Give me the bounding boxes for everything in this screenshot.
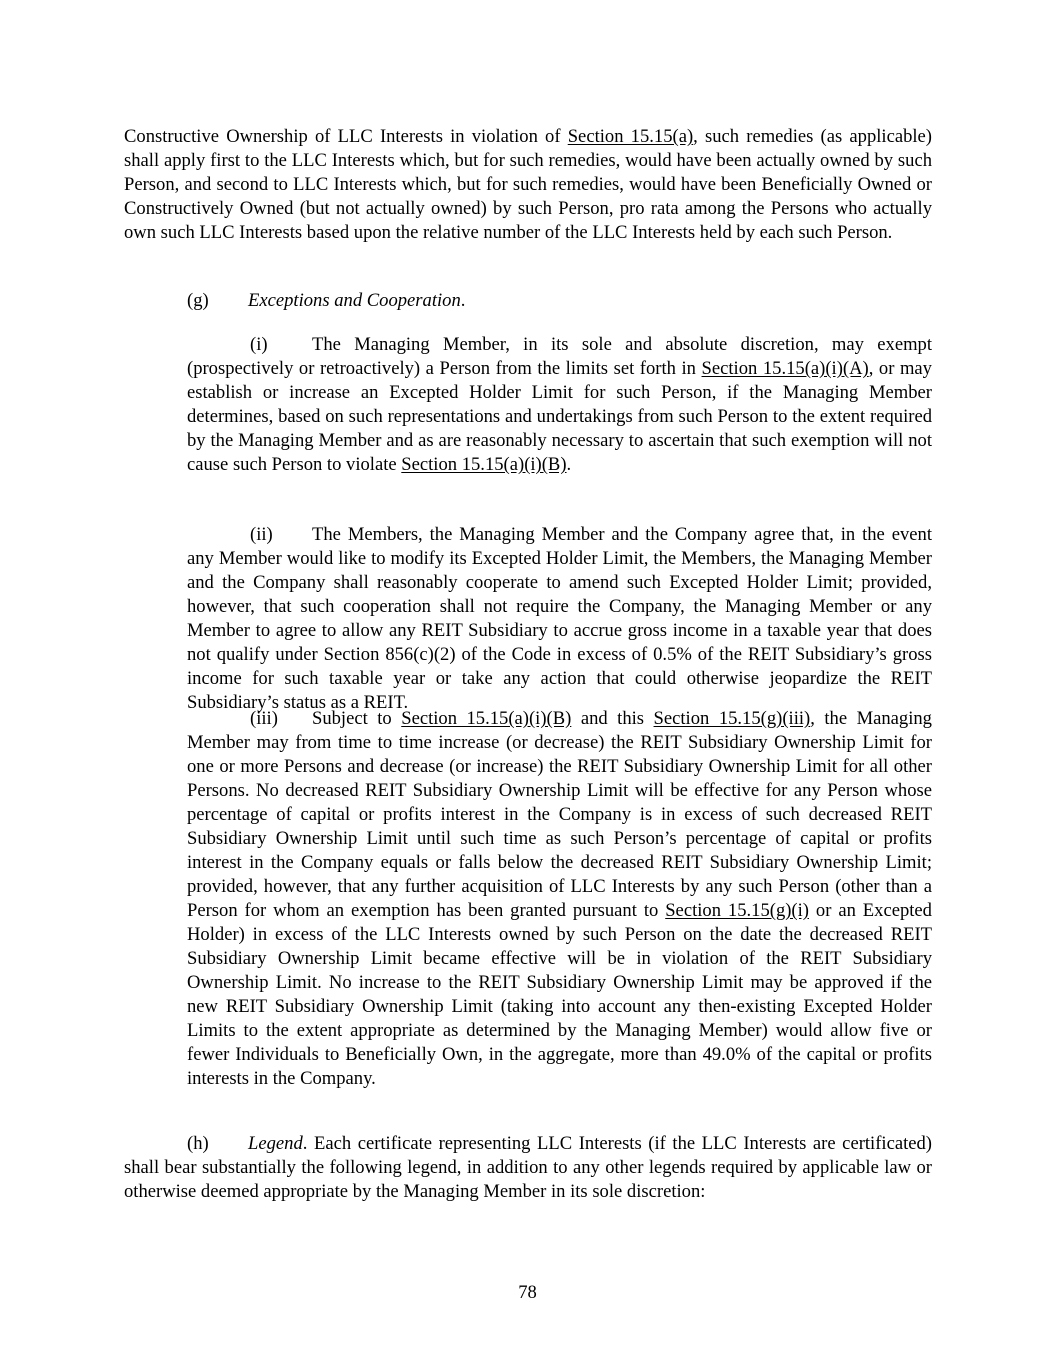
paragraph-label: (i) <box>250 334 268 355</box>
paragraph-text: The Managing Member, in its sole and absolute discretion, may exempt (prospectively or retroactively) a Person from the limits set forth in <box>187 334 932 379</box>
paragraph-g-heading <box>124 289 932 313</box>
paragraph-h <box>124 1132 932 1204</box>
paragraph-label: (g) <box>187 290 209 311</box>
paragraph-text: Constructive Ownership of LLC Interests in violation of <box>124 126 568 147</box>
section-reference: Section 15.15(g)(iii) <box>653 708 811 729</box>
paragraph-text: and this <box>571 708 654 729</box>
paragraph-text: , such remedies (as applicable) shall apply first to the LLC Interests which, but for such remedies, would have been actually owned by such Person, and second to LLC Interests which, but for such remedies, would have been Beneficially Owned or Constructively Owned (but not actually owned) by such Person, pro rata among the Persons who actually own such LLC Interests based upon the relative number of the LLC Interests held by each such Person. <box>124 126 932 243</box>
section-reference: Section 15.15(g)(i) <box>665 900 809 921</box>
paragraph-text: The Members, the Managing Member and the Company agree that, in the event any Member would like to modify its Excepted Holder Limit, the Members, the Managing Member and the Company shall reasonably cooperate to amend such Excepted Holder Limit; provided, however, that such cooperation shall not require the Company, the Managing Member or any Member to agree to allow any REIT Subsidiary to accrue gross income in a taxable year that does not qualify under Section 856(c)(2) of the Code in excess of 0.5% of the REIT Subsidiary’s gross income for such taxable year or take any action that could otherwise jeopardize the REIT Subsidiary’s status as a REIT. <box>187 524 932 713</box>
paragraph-heading: Legend <box>248 1133 303 1154</box>
paragraph-text: , or may establish or increase an Excepted Holder Limit for such Person, if the Managing Member determines, based on such representations and undertakings from such Person to the extent required by the Managing Member and as are reasonably necessary to ascertain that such exemption will not cause such Person to violate <box>187 358 932 475</box>
paragraph-text: Subject to <box>312 708 402 729</box>
paragraph-label: (iii) <box>250 708 278 729</box>
paragraph-text: or an Excepted Holder) in excess of the LLC Interests owned by such Person on the date the decreased REIT Subsidiary Ownership Limit became effective will be in violation of the REIT Subsidiary Ownership Limit. No increase to the REIT Subsidiary Ownership Limit may be approved if the new REIT Subsidiary Ownership Limit (taking into account any then-existing Excepted Holder Limits to the extent appropriate as determined by the Managing Member) would allow five or fewer Individuals to Beneficially Own, in the aggregate, more than 49.0% of the capital or profits interests in the Company. <box>187 900 932 1089</box>
section-reference: Section 15.15(a) <box>567 126 694 147</box>
section-reference: Section 15.15(a)(i)(A) <box>701 358 869 379</box>
paragraph-text: . Each certificate representing LLC Interests (if the LLC Interests are certificated) shall bear substantially the following legend, in addition to any other legends required by applicable law or otherwise deemed appropriate by the Managing Member in its sole discretion: <box>124 1133 932 1202</box>
paragraph-g-iii <box>187 707 932 1091</box>
paragraph-text: . <box>566 454 572 475</box>
paragraph-label: (ii) <box>250 524 273 545</box>
paragraph-text: . <box>460 290 466 311</box>
paragraph-g-i <box>187 333 932 477</box>
paragraph-heading: Exceptions and Cooperation <box>248 290 461 311</box>
section-reference: Section 15.15(a)(i)(B) <box>401 708 572 729</box>
page-number: 78 <box>518 1282 537 1303</box>
paragraph-text: , the Managing Member may from time to time increase (or decrease) the REIT Subsidiary Ownership Limit for one or more Persons and decrease (or increase) the REIT Subsidiary Ownership Limit for all other Persons. No decreased REIT Subsidiary Ownership Limit will be effective for any Person whose percentage of capital or profits interest in the Company is in excess of such decreased REIT Subsidiary Ownership Limit until such time as such Person’s percentage of capital or profits interest in the Company equals or falls below the decreased REIT Subsidiary Ownership Limit; provided, however, that any further acquisition of LLC Interests by any such Person (other than a Person for whom an exemption has been granted pursuant to <box>187 708 932 921</box>
section-reference: Section 15.15(a)(i)(B) <box>401 454 567 475</box>
paragraph-g-ii <box>187 523 932 715</box>
paragraph-label: (h) <box>187 1133 209 1154</box>
paragraph-f-continued <box>124 125 932 245</box>
